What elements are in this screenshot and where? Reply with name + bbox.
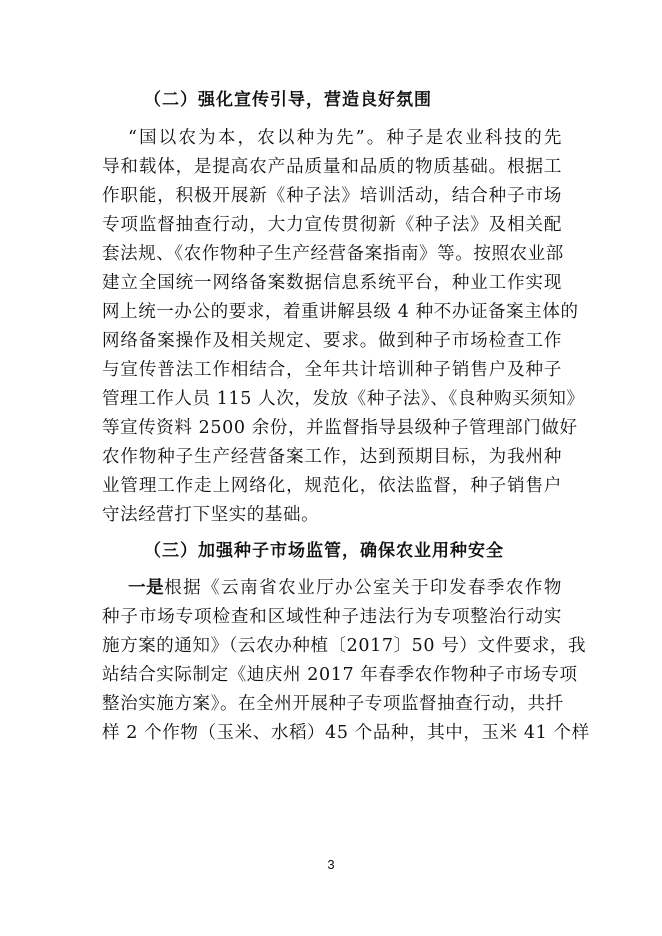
paragraph-line: 等宣传资料 2500 余份，并监督指导县级种子管理部门做好	[102, 418, 578, 438]
paragraph-line: 网络备案操作及相关规定、要求。做到种子市场检查工作	[102, 331, 562, 351]
paragraph-line: 种子市场专项检查和区域性种子违法行为专项整治行动实	[102, 607, 562, 627]
paragraph-line: 网上统一办公的要求，着重讲解县级 4 种不办证备案主体的	[102, 302, 579, 322]
paragraph-line: 专项监督抽查行动，大力宣传贯彻新《种子法》及相关配	[102, 215, 562, 235]
paragraph-line: 与宣传普法工作相结合，全年共计培训种子销售户及种子	[102, 360, 562, 380]
paragraph-line: 建立全国统一网络备案数据信息系统平台，种业工作实现	[102, 273, 562, 293]
lead-phrase: 一是	[128, 578, 165, 598]
paragraph-line: 施方案的通知》（云农办种植〔2017〕50 号）文件要求，我	[102, 636, 587, 656]
paragraph-line: 站结合实际制定《迪庆州 2017 年春季农作物种子市场专项	[102, 665, 578, 685]
paragraph-line: 业管理工作走上网络化，规范化，依法监督，种子销售户	[102, 476, 562, 496]
paragraph-line: 套法规、《农作物种子生产经营备案指南》等。按照农业部	[102, 244, 564, 264]
paragraph-line: 管理工作人员 115 人次，发放《种子法》、《良种购买须知》	[102, 389, 585, 409]
paragraph-line: 守法经营打下坚实的基础。	[102, 505, 320, 525]
paragraph-line: “国以农为本，农以种为先”。种子是农业科技的先	[128, 128, 562, 148]
paragraph-line: 样 2 个作物（玉米、水稻）45 个品种，其中，玉米 41 个样	[102, 723, 590, 743]
section-heading-publicity: （二）强化宣传引导，营造良好氛围	[144, 90, 432, 110]
page-number: 3	[327, 857, 335, 872]
paragraph-line: 农作物种子生产经营备案工作，达到预期目标，为我州种	[102, 447, 562, 467]
paragraph-line: 根据《云南省农业厅办公室关于印发春季农作物	[164, 578, 562, 598]
paragraph-line: 导和载体，是提高农产品质量和品质的物质基础。根据工	[102, 157, 562, 177]
paragraph-line: 作职能，积极开展新《种子法》培训活动，结合种子市场	[102, 186, 562, 206]
section-heading-market-supervision: （三）加强种子市场监管，确保农业用种安全	[144, 541, 504, 561]
paragraph-first-line	[128, 576, 562, 600]
paragraph-line: 整治实施方案》。在全州开展种子专项监督抽查行动，共扦	[102, 694, 564, 714]
